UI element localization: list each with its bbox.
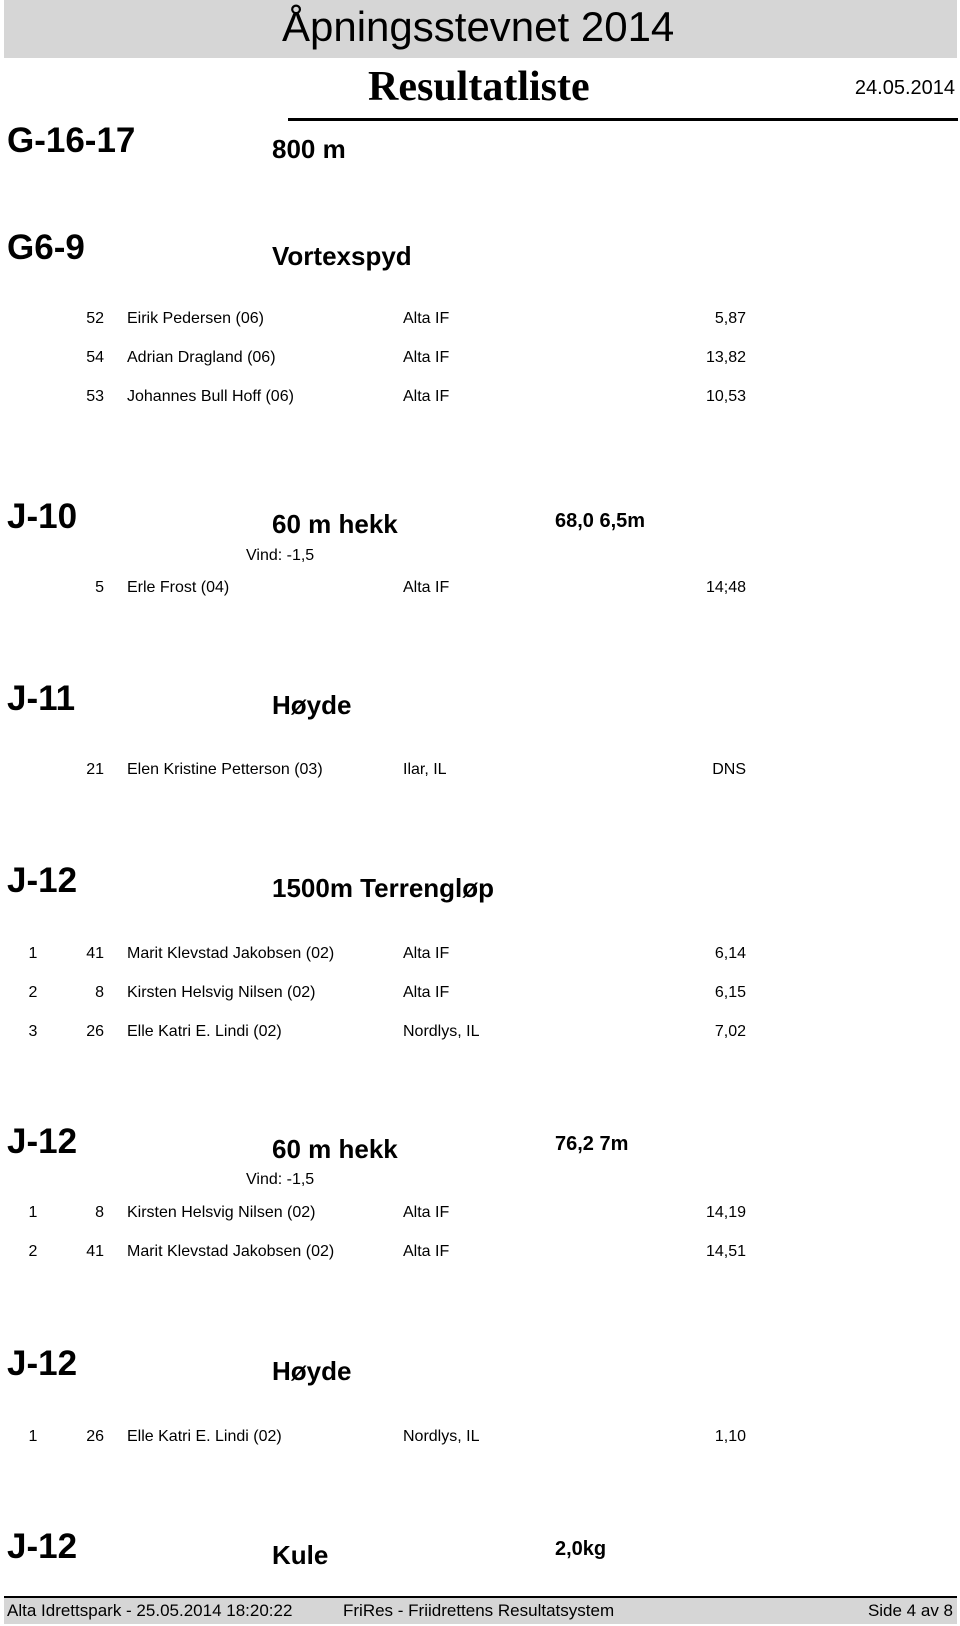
event-class: J-11 (7, 679, 76, 718)
placement: 1 (28, 945, 38, 962)
bib-number: 8 (95, 1204, 104, 1221)
event-class: J-12 (7, 861, 78, 900)
athlete-name: Erle Frost (04) (127, 579, 230, 596)
bib-number: 52 (86, 310, 104, 327)
club-name: Nordlys, IL (403, 1428, 480, 1445)
athlete-name: Marit Klevstad Jakobsen (02) (127, 1243, 335, 1260)
event-name: Høyde (272, 690, 352, 720)
club-name: Alta IF (403, 349, 450, 366)
result-value: 14,19 (705, 1204, 746, 1221)
bib-number: 41 (86, 945, 104, 962)
result-row (0, 1426, 960, 1448)
bib-number: 5 (95, 579, 104, 596)
result-value: 14,51 (705, 1243, 746, 1260)
event-name: Vortexspyd (272, 241, 412, 271)
wind-reading: Vind: -1,5 (246, 547, 315, 564)
athlete-name: Elen Kristine Petterson (03) (127, 761, 323, 778)
event-name: 800 m (272, 134, 346, 164)
list-title: Resultatliste (368, 64, 590, 110)
event-class: G-16-17 (7, 121, 136, 160)
result-row (0, 386, 960, 408)
result-value: DNS (712, 761, 746, 778)
club-name: Alta IF (403, 388, 450, 405)
club-name: Alta IF (403, 1243, 450, 1260)
wind-reading: Vind: -1,5 (246, 1171, 315, 1188)
club-name: Nordlys, IL (403, 1023, 480, 1040)
placement: 1 (28, 1204, 38, 1221)
bib-number: 21 (86, 761, 104, 778)
meet-title: Åpningsstevnet 2014 (282, 3, 675, 50)
result-value: 6,14 (714, 945, 746, 962)
placement: 3 (28, 1023, 38, 1040)
result-row (0, 577, 960, 599)
event-class: J-12 (7, 1344, 78, 1383)
athlete-name: Elle Katri E. Lindi (02) (127, 1023, 282, 1040)
meet-date: 24.05.2014 (854, 77, 955, 99)
result-row (0, 347, 960, 369)
result-row (0, 308, 960, 330)
athlete-name: Johannes Bull Hoff (06) (127, 388, 294, 405)
club-name: Alta IF (403, 310, 450, 327)
bib-number: 53 (86, 388, 104, 405)
event-class: J-12 (7, 1527, 78, 1566)
result-value: 13,82 (705, 349, 746, 366)
result-value: 6,15 (714, 984, 746, 1001)
result-row (0, 1241, 960, 1263)
bib-number: 26 (86, 1428, 104, 1445)
club-name: Alta IF (403, 579, 450, 596)
event-specification: 2,0kg (555, 1538, 607, 1560)
event-name: 60 m hekk (272, 509, 398, 539)
event-name: 1500m Terrengløp (272, 873, 495, 903)
placement: 1 (28, 1428, 38, 1445)
event-class: G6-9 (7, 228, 85, 267)
bib-number: 41 (86, 1243, 104, 1260)
header-divider (288, 118, 958, 121)
result-value: 1,10 (714, 1428, 746, 1445)
footer-venue-timestamp: Alta Idrettspark - 25.05.2014 18:20:22 (7, 1601, 293, 1620)
result-value: 7,02 (714, 1023, 746, 1040)
bib-number: 8 (95, 984, 104, 1001)
athlete-name: Kirsten Helsvig Nilsen (02) (127, 1204, 316, 1221)
bib-number: 54 (86, 349, 104, 366)
result-row (0, 1021, 960, 1043)
event-specification: 68,0 6,5m (555, 510, 646, 532)
event-class: J-12 (7, 1122, 78, 1161)
athlete-name: Adrian Dragland (06) (127, 349, 276, 366)
club-name: Alta IF (403, 984, 450, 1001)
footer-page-number: Side 4 av 8 (867, 1601, 953, 1620)
result-row (0, 759, 960, 781)
athlete-name: Eirik Pedersen (06) (127, 310, 264, 327)
athlete-name: Elle Katri E. Lindi (02) (127, 1428, 282, 1445)
event-name: 60 m hekk (272, 1134, 398, 1164)
athlete-name: Marit Klevstad Jakobsen (02) (127, 945, 335, 962)
result-value: 14;48 (705, 579, 746, 596)
result-row (0, 982, 960, 1004)
event-class: J-10 (7, 497, 78, 536)
athlete-name: Kirsten Helsvig Nilsen (02) (127, 984, 316, 1001)
placement: 2 (28, 984, 38, 1001)
club-name: Alta IF (403, 1204, 450, 1221)
placement: 2 (28, 1243, 38, 1260)
result-row (0, 1202, 960, 1224)
result-value: 10,53 (705, 388, 746, 405)
footer-system-name: FriRes - Friidrettens Resultatsystem (343, 1601, 615, 1620)
result-value: 5,87 (714, 310, 746, 327)
event-name: Høyde (272, 1356, 352, 1386)
result-row (0, 943, 960, 965)
club-name: Alta IF (403, 945, 450, 962)
club-name: Ilar, IL (403, 761, 447, 778)
bib-number: 26 (86, 1023, 104, 1040)
event-specification: 76,2 7m (555, 1133, 629, 1155)
event-name: Kule (272, 1540, 329, 1570)
